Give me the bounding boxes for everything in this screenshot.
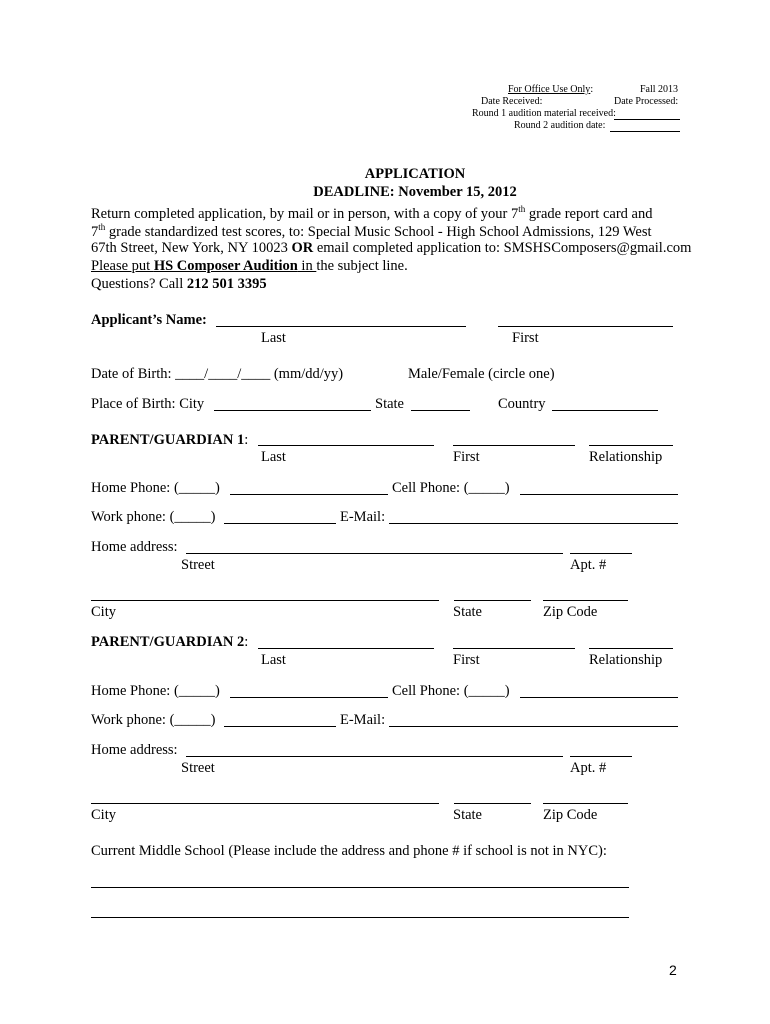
- guardian1-state-caption: State: [453, 604, 482, 620]
- guardian2-relationship-caption: Relationship: [589, 652, 663, 668]
- guardian1-work-phone-field[interactable]: [224, 523, 336, 524]
- instructions-line-4: Please put HS Composer Audition in the subject line.: [91, 258, 408, 274]
- place-of-birth-city-label: Place of Birth: City: [91, 396, 205, 412]
- place-of-birth-country-label: Country: [498, 396, 546, 412]
- guardian2-apt-field[interactable]: [570, 756, 632, 757]
- place-of-birth-country-field[interactable]: [552, 410, 658, 411]
- guardian2-home-address-label: Home address:: [91, 742, 178, 758]
- guardian2-work-phone-label: Work phone: (_____): [91, 712, 216, 728]
- guardian2-zip-caption: Zip Code: [543, 807, 598, 823]
- guardian2-cell-phone-field[interactable]: [520, 697, 678, 698]
- guardian1-state-field[interactable]: [454, 600, 531, 601]
- guardian2-city-caption: City: [91, 807, 116, 823]
- guardian2-street-caption: Street: [181, 760, 215, 776]
- guardian1-city-field[interactable]: [91, 600, 439, 601]
- office-date-received: Date Received:: [481, 96, 543, 107]
- guardian1-cell-phone-field[interactable]: [520, 494, 678, 495]
- guardian1-home-address-label: Home address:: [91, 539, 178, 555]
- guardian2-home-phone-field[interactable]: [230, 697, 388, 698]
- office-round1: Round 1 audition material received:: [472, 108, 616, 119]
- deadline: DEADLINE: November 15, 2012: [313, 184, 517, 200]
- middle-school-field-line-1[interactable]: [91, 887, 629, 888]
- guardian1-email-field[interactable]: [389, 523, 678, 524]
- guardian1-relationship-caption: Relationship: [589, 449, 663, 465]
- applicant-first-caption: First: [512, 330, 539, 346]
- guardian1-last-field[interactable]: [258, 445, 434, 446]
- date-of-birth-field[interactable]: Date of Birth: ____/____/____ (mm/dd/yy): [91, 366, 344, 382]
- place-of-birth-city-field[interactable]: [214, 410, 371, 411]
- guardian2-email-field[interactable]: [389, 726, 678, 727]
- guardian1-street-field[interactable]: [186, 553, 563, 554]
- office-use-header: For Office Use Only:: [508, 84, 594, 95]
- instructions-line-3: 67th Street, New York, NY 10023 OR email completed application to: SMSHSComposers@gmail.com: [91, 240, 692, 256]
- place-of-birth-state-field[interactable]: [411, 410, 470, 411]
- guardian1-street-caption: Street: [181, 557, 215, 573]
- guardian2-relationship-field[interactable]: [589, 648, 673, 649]
- office-round1-line[interactable]: [614, 119, 680, 120]
- guardian1-first-caption: First: [453, 449, 480, 465]
- office-round2-line[interactable]: [610, 131, 680, 132]
- guardian1-email-label: E-Mail:: [340, 509, 386, 525]
- office-term: Fall 2013: [640, 84, 679, 95]
- guardian1-work-phone-label: Work phone: (_____): [91, 509, 216, 525]
- guardian1-zip-caption: Zip Code: [543, 604, 598, 620]
- office-date-processed: Date Processed:: [614, 96, 679, 107]
- instructions-line-5: Questions? Call 212 501 3395: [91, 276, 267, 292]
- gender-field[interactable]: Male/Female (circle one): [408, 366, 555, 382]
- guardian2-last-field[interactable]: [258, 648, 434, 649]
- applicant-last-caption: Last: [261, 330, 286, 346]
- guardian2-work-phone-field[interactable]: [224, 726, 336, 727]
- guardian2-apt-caption: Apt. #: [570, 760, 607, 776]
- office-round2: Round 2 audition date:: [514, 120, 606, 131]
- guardian2-state-field[interactable]: [454, 803, 531, 804]
- guardian2-street-field[interactable]: [186, 756, 563, 757]
- instructions-line-1: Return completed application, by mail or in person, with a copy of your 7th grade report card and: [91, 204, 653, 222]
- guardian2-label: PARENT/GUARDIAN 2:: [91, 634, 249, 650]
- guardian2-email-label: E-Mail:: [340, 712, 386, 728]
- guardian2-state-caption: State: [453, 807, 482, 823]
- guardian1-apt-field[interactable]: [570, 553, 632, 554]
- guardian2-city-field[interactable]: [91, 803, 439, 804]
- guardian1-label: PARENT/GUARDIAN 1:: [91, 432, 249, 448]
- guardian1-apt-caption: Apt. #: [570, 557, 607, 573]
- guardian1-home-phone-field[interactable]: [230, 494, 388, 495]
- instructions-line-2: 7th grade standardized test scores, to: Special Music School - High School Admissions, 129 West: [91, 222, 652, 240]
- guardian1-city-caption: City: [91, 604, 116, 620]
- guardian1-first-field[interactable]: [453, 445, 575, 446]
- guardian2-first-caption: First: [453, 652, 480, 668]
- guardian1-last-caption: Last: [261, 449, 286, 465]
- applicant-last-name-field[interactable]: [216, 326, 466, 327]
- guardian1-home-phone-label: Home Phone: (_____): [91, 480, 220, 496]
- guardian2-cell-phone-label: Cell Phone: (_____): [392, 683, 510, 699]
- guardian1-relationship-field[interactable]: [589, 445, 673, 446]
- guardian1-cell-phone-label: Cell Phone: (_____): [392, 480, 510, 496]
- guardian2-last-caption: Last: [261, 652, 286, 668]
- middle-school-label: Current Middle School (Please include the address and phone # if school is not in NYC):: [91, 843, 607, 859]
- application-title: APPLICATION: [364, 166, 466, 182]
- guardian1-zip-field[interactable]: [543, 600, 628, 601]
- page-number: 2: [669, 962, 677, 978]
- applicant-first-name-field[interactable]: [498, 326, 673, 327]
- guardian2-home-phone-label: Home Phone: (_____): [91, 683, 220, 699]
- place-of-birth-state-label: State: [375, 396, 404, 412]
- middle-school-field-line-2[interactable]: [91, 917, 629, 918]
- applicant-name-label: Applicant’s Name:: [91, 312, 207, 328]
- guardian2-first-field[interactable]: [453, 648, 575, 649]
- guardian2-zip-field[interactable]: [543, 803, 628, 804]
